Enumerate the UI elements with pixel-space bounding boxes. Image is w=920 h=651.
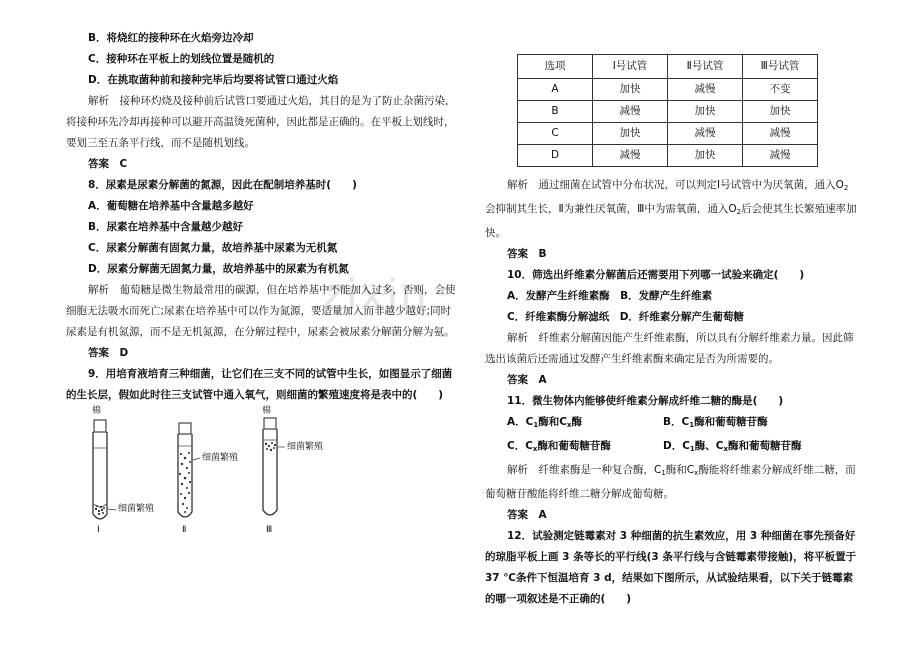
right-column [485,54,857,610]
table-cell: 减慢 [743,145,818,167]
q9-explanation [485,175,857,244]
q8-option-d: D．尿素分解菌无固氮力量，故培养基中的尿素为有机氮 [88,263,349,275]
q9-exp-text-2: 会抑制其生长，Ⅱ为兼性厌氧菌，Ⅲ中为需氧菌，通入O [485,203,737,215]
table-cell: D [518,145,593,167]
q8-explanation: 解析 葡萄糖是微生物最常用的碳源，但在培养基中不能加入过多，否则，会使细胞无法吸水而死亡;尿素在培养基中可以作为氮源，要适量加入而非越少越好;同时尿素是有机氮源，而不是无机氮源，在分解过程中，尿素会被尿素分解菌分解为氨。 [66,284,456,338]
table-cell: 减慢 [593,145,668,167]
q10-answer: 答案 A [507,374,547,386]
q11-option-c: C．$C_x$酶和葡萄糖苷酶 [507,440,611,453]
table-header: Ⅱ号试管 [668,55,743,79]
table-row [518,79,818,101]
q8-answer: 答案 D [88,347,129,359]
table-header-row [518,55,818,79]
q7-option-b: B．将烧红的接种环在火焰旁边冷却 [88,32,254,44]
q11-options-cd [485,436,857,460]
watermark: zixin [322,270,429,319]
table-cell: 减慢 [668,123,743,145]
q10-options-ab: A．发酵产生纤维素酶 B．发酵产生纤维素 [507,290,713,302]
growth-label-2: 细菌繁殖 [202,453,239,463]
q11-explanation: 解析 纤维素酶是一种复合酶，$C_1$酶和$C_x$酶能将纤维素分解成纤维二糖，而葡萄糖苷酸能将纤维二糖分解成葡萄糖。 [485,464,856,500]
table-header: Ⅰ号试管 [593,55,668,79]
answer-table [517,54,818,167]
table-cell: C [518,123,593,145]
q9-exp-sub-1: 2 [843,184,849,192]
tube-3-label: Ⅲ [266,525,273,535]
tube-3 [263,418,285,515]
q8-option-a: A．葡萄糖在培养基中含量越多越好 [88,200,254,212]
table-cell: 加快 [668,101,743,123]
table-cell: 减慢 [593,101,668,123]
q10-explanation: 解析 纤维素分解菌因能产生纤维素酶，所以具有分解纤维素力量。因此筛选出该菌后还需通过发酵产生纤维素酶来确定是否为所需要的。 [485,332,854,365]
table-row [518,145,818,167]
q11-stem: 11．微生物体内能够使纤维素分解成纤维二糖的酶是( ) [507,395,784,407]
q11-option-d: D．$C_1$酶、$C_x$酶和葡萄糖苷酶 [663,440,802,453]
table-cell: 加快 [743,101,818,123]
q11-option-b: B．$C_1$酶和葡萄糖苷酶 [663,416,768,429]
q9-exp-sub-2: 2 [736,208,742,216]
q11-option-a: A．$C_1$酶和$C_x$酶 [507,416,582,429]
table-cell: 减慢 [743,123,818,145]
table-cell: B [518,101,593,123]
q8-option-b: B．尿素在培养基中含量越少越好 [88,221,244,233]
q9-answer: 答案 B [507,248,547,260]
q11-answer: 答案 A [507,509,547,521]
q9-exp-text-1: 解析 通过细菌在试管中分布状况，可以判定Ⅰ号试管中为厌氧菌，通入O [507,179,844,191]
tube-2-label: Ⅱ [182,525,187,535]
table-cell: 不变 [743,79,818,101]
table-cell: 加快 [668,145,743,167]
growth-label-3: 细菌繁殖 [287,442,324,452]
cotton-label-1: 棉 [92,406,102,416]
test-tube-figure [66,406,461,541]
growth-label-1: 细菌繁殖 [118,504,155,514]
q7-answer: 答案 C [88,158,128,170]
table-header: 选项 [518,55,593,79]
table-cell: 加快 [593,123,668,145]
q7-option-d: D．在挑取菌种前和接种完毕后均要将试管口通过火焰 [88,74,339,86]
cotton-label-3: 棉 [262,406,272,416]
q8-option-c: C．尿素分解菌有固氮力量，故培养基中尿素为无机氮 [88,242,338,254]
q8-stem: 8．尿素是尿素分解菌的氮源，因此在配制培养基时( ) [88,179,357,191]
tube-1 [93,420,116,519]
q10-options-cd: C．纤维素酶分解滤纸 D．纤维素分解产生葡萄糖 [507,311,744,323]
q7-explanation: 解析 接种环灼烧及接种前后试管口要通过火焰，其目的是为了防止杂菌污染，将接种环先冷却再接种可以避开高温烫死菌种，因此都是正确的。在平板上划线时，要划三至五条平行线，而不是随机划线。 [66,95,456,149]
q9-stem: 9．用培育液培育三种细菌，让它们在三支不同的试管中生长，如图显示了细菌的生长层，假如此时往三支试管中通入氧气，则细菌的繁殖速度将是表中的( ) [66,368,453,401]
table-cell: 减慢 [668,79,743,101]
table-row [518,123,818,145]
table-header: Ⅲ号试管 [743,55,818,79]
table-cell: 加快 [593,79,668,101]
table-cell: A [518,79,593,101]
tube-1-label: Ⅰ [97,525,100,535]
q10-stem: 10．筛选出纤维素分解菌后还需要用下列哪一试验来确定( ) [507,269,805,281]
q7-option-c: C．接种环在平板上的划线位置是随机的 [88,53,275,65]
q9-exp-text-3: 后会使其生长繁殖速率加快。 [485,203,857,239]
q12-stem: 12．试验测定链霉素对 3 种细菌的抗生素效应，用 3 种细菌在事先预备好的琼脂平板上画 3 条等长的平行线(3 条平行线与含链霉素带接触)，将平板置于 37 ℃条件下恒温培育 3 d，结果如下图所示，从试验结果看，以下关于链霉素的哪一项叙述是不正确的( ) [485,530,857,605]
tube-2 [178,423,200,517]
test-tubes-diagram [66,406,366,541]
q11-options-ab [485,412,857,436]
table-row [518,101,818,123]
left-column [66,28,461,541]
